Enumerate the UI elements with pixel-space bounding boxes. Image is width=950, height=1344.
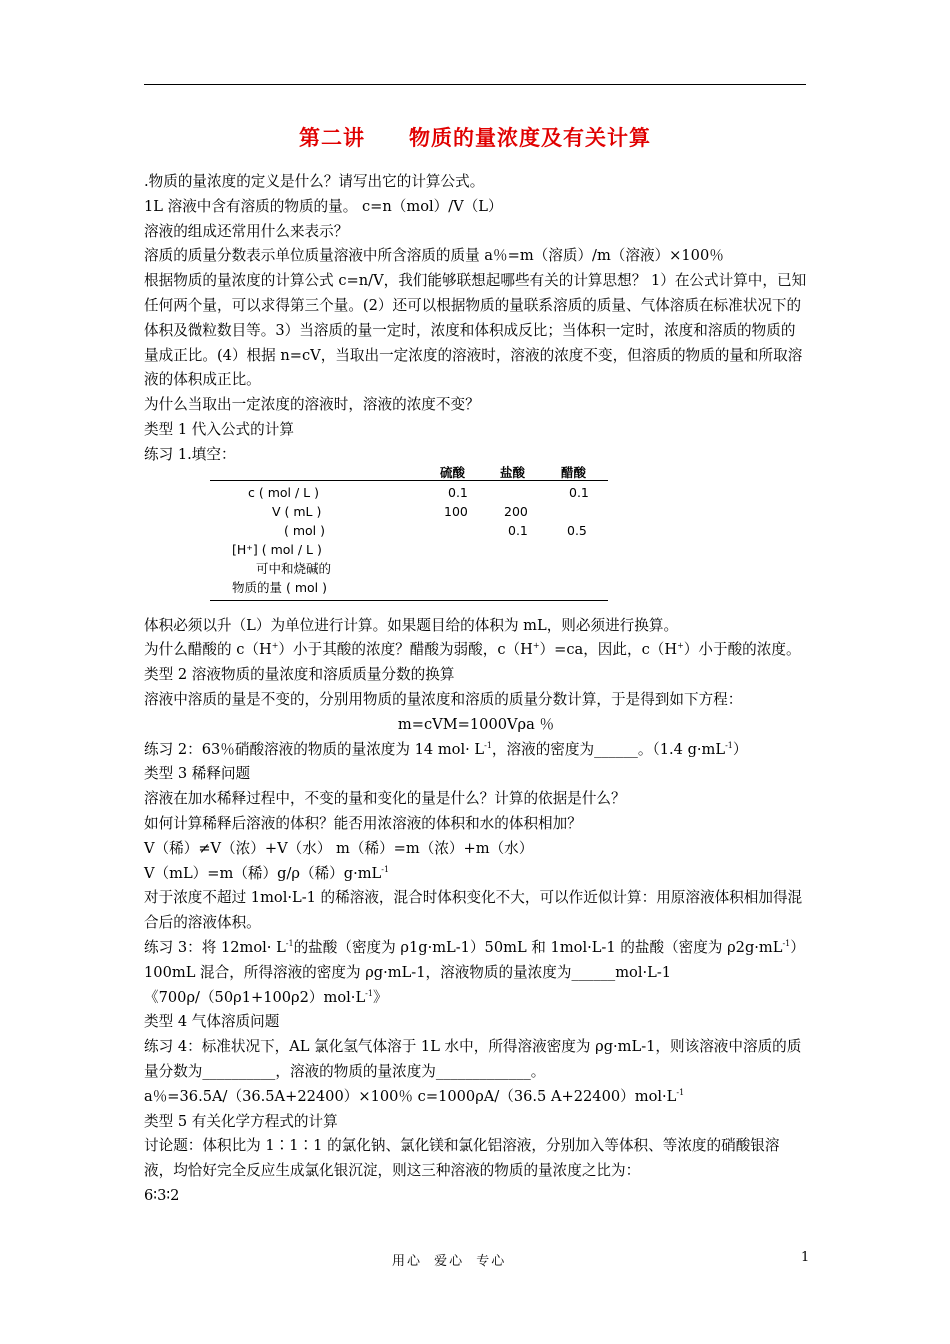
table-row-label: 可中和烧碱的	[256, 560, 332, 576]
table-top-rule	[210, 480, 608, 481]
table-cell: 0.1	[508, 522, 528, 538]
table-header-cell: 醋酸	[561, 464, 587, 480]
table-header-cell: 硫酸	[440, 464, 466, 480]
section-heading: 类型 5 有关化学方程式的计算	[144, 1112, 338, 1130]
paragraph: 1L 溶液中含有溶质的物质的量。 c=n（mol）/V（L）	[144, 197, 503, 215]
section-heading: 类型 4 气体溶质问题	[144, 1013, 280, 1031]
page-number: 1	[801, 1250, 810, 1265]
paragraph: .物质的量浓度的定义是什么？请写出它的计算公式。	[144, 173, 485, 190]
paragraph: 溶液在加水稀释过程中，不变的量和变化的量是什么？计算的依据是什么？	[144, 790, 626, 808]
table-row-label: 物质的量 ( mol )	[232, 579, 327, 595]
paragraph: 为什么醋酸的 c（H+）小于其酸的浓度？醋酸为弱酸，c（H+）=ca，因此，c（H+）小于酸的浓度。	[144, 641, 801, 659]
paragraph: 体积必须以升（L）为单位进行计算。如果题目给的体积为 mL，则必须进行换算。	[144, 616, 679, 634]
table-row-label: c ( mol / L )	[248, 484, 319, 500]
equation: V（mL）=m（稀）g/ρ（稀）$g\cdot mL^{-1}$	[144, 864, 390, 882]
paragraph: 对于浓度不超过 1mol·L-1 的稀溶液，混合时体积变化不大，可以作近似计算：用原溶液体积相加得混合后的溶液体积。	[144, 889, 803, 932]
paragraph: 为什么当取出一定浓度的溶液时，溶液的浓度不变？	[144, 396, 480, 414]
table-bottom-rule	[210, 600, 608, 601]
table-header-cell: 盐酸	[500, 464, 526, 480]
equation: m=cVM=1000Vρa ％	[397, 715, 555, 733]
header-rule	[144, 84, 806, 85]
table-cell: 100	[444, 503, 468, 519]
exercise-line: 练习 3：将 $12mol\cdot L^{-1}$的盐酸（密度为 ρ1g·mL-1）50mL 和 1mol·L-1 的盐酸（密度为 $\rho 2g\cdot mL^{-1})100mL$ 混合，所得溶液的密度为 ρg·mL-1，溶液物质的量浓度为______mol·L-1	[144, 938, 805, 981]
answer-line: a％=36.5A/（36.5A+22400）×100％ c=1000ρA/（36.5 $A+22400)mol\cdot L^{-1}$	[144, 1087, 685, 1105]
table-cell: 0.1	[448, 484, 468, 500]
equation: V（稀）≠V（浓）+V（水） m（稀）=m（浓）+m（水）	[144, 839, 534, 857]
paragraph: 溶质的质量分数表示单位质量溶液中所含溶质的质量 a％=m（溶质）/m（溶液）×100％	[144, 247, 724, 265]
footer-motto: 用心 爱心 专心	[392, 1254, 507, 1269]
exercise-line: 练习 2：63％硝酸溶液的物质的量浓度为 14 $mol\cdot L^{-1}$，溶液的密度为______。（1.4 $g\cdot mL^{-1}$）	[144, 740, 748, 758]
section-heading: 类型 3 稀释问题	[144, 765, 251, 783]
table-row-label: [H⁺] ( mol / L )	[232, 541, 322, 557]
paragraph: 根据物质的量浓度的计算公式 c=n/V，我们能够联想起哪些有关的计算思想？ 1）在公式计算中，已知任何两个量，可以求得第三个量。(2）还可以根据物质的量联系溶质的质量、气体溶质在标准状况下的体积及微粒数目等。3）当溶质的量一定时，浓度和体积成反比；当体积一定时，浓度和溶质的物质的量成正比。(4）根据 n=cV，当取出一定浓度的溶液时，溶液的浓度不变，但溶质的物质的量和所取溶液的体积成正比。	[144, 272, 807, 389]
table-cell: 0.5	[567, 522, 587, 538]
answer-line: 6∶3∶2	[144, 1186, 180, 1204]
exercise-heading: 练习 1.填空：	[144, 445, 236, 463]
document-body	[144, 170, 808, 1209]
page-title: 第二讲 物质的量浓度及有关计算	[299, 126, 651, 150]
paragraph: 如何计算稀释后溶液的体积？能否用浓溶液的体积和水的体积相加？	[144, 814, 582, 832]
paragraph: 溶液的组成还常用什么来表示？	[144, 222, 349, 240]
answer-line: 《$700\rho/(50\rho 1+100\rho 2)mol\cdot L^{-1}$》	[144, 988, 388, 1006]
section-heading: 类型 1 代入公式的计算	[144, 420, 294, 438]
table-row-label: V ( mL )	[272, 503, 322, 519]
paragraph: 讨论题：体积比为 1∶1∶1 的氯化钠、氯化镁和氯化铝溶液，分别加入等体积、等浓度的硝酸银溶液，均恰好完全反应生成氯化银沉淀，则这三种溶液的物质的量浓度之比为：	[144, 1137, 780, 1180]
section-heading: 类型 2 溶液物质的量浓度和溶质质量分数的换算	[144, 666, 455, 684]
exercise-line: 练习 4：标准状况下，AL 氯化氢气体溶于 1L 水中，所得溶液密度为 ρg·mL-1，则该溶液中溶质的质量分数为__________，溶液的物质的量浓度为_____________。	[144, 1038, 802, 1080]
paragraph: 溶液中溶质的量是不变的，分别用物质的量浓度和溶质的质量分数计算，于是得到如下方程：	[144, 690, 743, 708]
table-cell: 200	[504, 503, 528, 519]
table-cell: 0.1	[569, 484, 589, 500]
fill-in-table	[210, 464, 610, 606]
table-row-label: ( mol )	[284, 522, 325, 538]
